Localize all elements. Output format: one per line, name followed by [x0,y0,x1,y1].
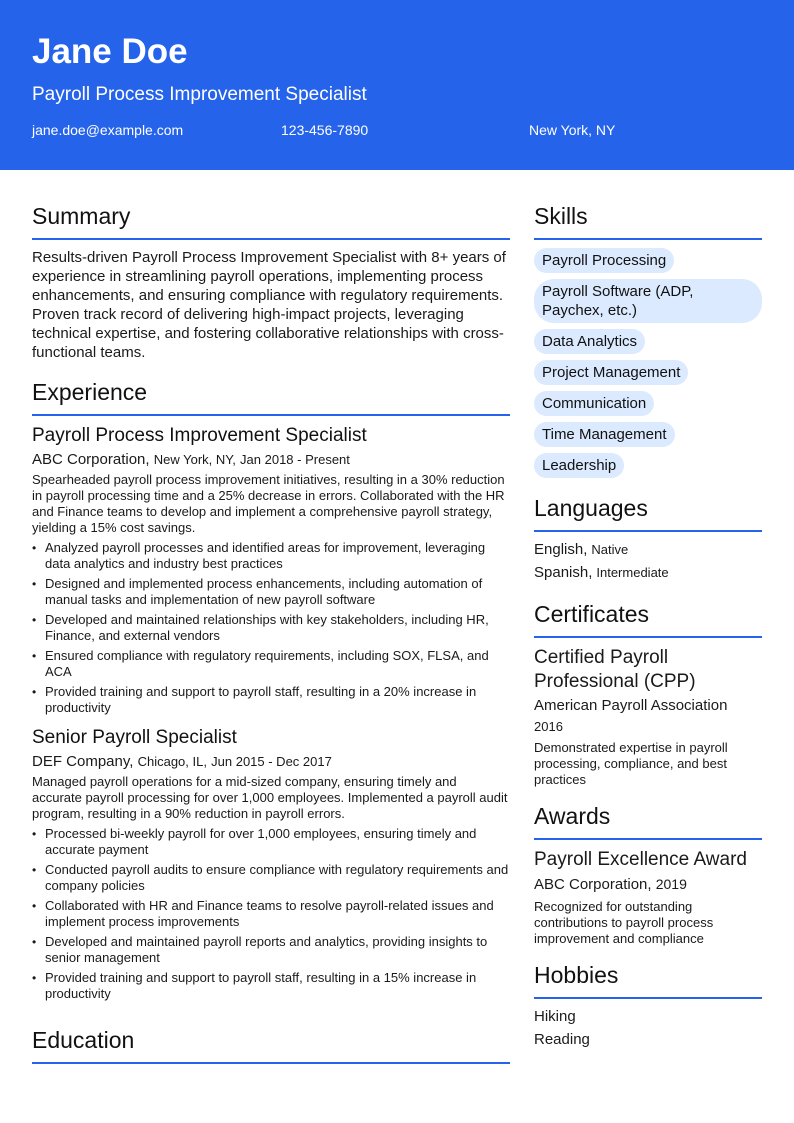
skill-chip: Payroll Software (ADP, Paychex, etc.) [534,279,762,323]
hobby-item: Hiking [534,1008,576,1025]
hobbies-heading: Hobbies [534,959,762,999]
job-bullet: • Processed bi-weekly payroll for over 1,000 employees, ensuring timely and accurate payment [32,826,510,858]
summary-heading: Summary [32,200,510,240]
resume-header [0,0,794,170]
job-description: Managed payroll operations for a mid-sized company, ensuring timely and accurate payroll processing for over 1,000 employees. Implemented a payroll audit program, resulting in a 90% reduction in payroll errors. [32,774,508,821]
main-column [32,200,510,1072]
certificates-heading: Certificates [534,598,762,638]
job-bullet: • Developed and maintained payroll reports and analytics, providing insights to senior management [32,934,510,966]
job-bullet: • Analyzed payroll processes and identified areas for improvement, leveraging data analytics and industry best practices [32,540,510,572]
job-company: DEF Company, [32,753,134,770]
job-meta [32,450,510,470]
skills-list [534,248,762,478]
certificate-name: Certified Payroll Professional (CPP) [534,647,696,692]
job-title: Payroll Process Improvement Specialist [32,425,367,446]
skill-chip: Payroll Processing [534,248,674,273]
skill-chip: Communication [534,391,654,416]
candidate-name: Jane Doe [32,32,188,71]
contact-phone[interactable]: 123-456-7890 [281,122,369,138]
job-location: Chicago, IL, [137,754,207,769]
job-location: New York, NY, [153,452,236,467]
job-dates: Jun 2015 - Dec 2017 [211,754,332,769]
job-bullet: • Ensured compliance with regulatory requirements, including SOX, FLSA, and ACA [32,648,510,680]
job-bullet: • Designed and implemented process enhancements, including automation of manual tasks and implementation of new payroll software [32,576,510,608]
job-title: Senior Payroll Specialist [32,727,237,748]
job-entry [32,424,510,716]
job-description: Spearheaded payroll process improvement initiatives, resulting in a 30% reduction in payroll processing time and a 25% decrease in errors. Collaborated with the HR and Finance teams to develop and implement a comprehensive payroll strategy, yielding a 15% cost savings. [32,472,505,535]
languages-heading: Languages [534,492,762,532]
job-bullets [32,540,510,716]
award-org: ABC Corporation, [534,876,652,893]
certificate-year: 2016 [534,719,563,734]
language-name: English, [534,541,588,558]
language-item [534,563,762,582]
contact-location: New York, NY [529,122,616,138]
job-bullet: • Collaborated with HR and Finance teams to resolve payroll-related issues and implement process improvements [32,898,510,930]
award-description: Recognized for outstanding contributions to payroll process improvement and compliance [534,899,714,946]
hobby-item: Reading [534,1031,590,1048]
award-name: Payroll Excellence Award [534,849,747,870]
language-level: Intermediate [596,565,669,580]
skill-chip: Data Analytics [534,329,645,354]
awards-heading: Awards [534,800,762,840]
summary-text: Results-driven Payroll Process Improvement Specialist with 8+ years of experience in streamlining payroll operations, implementing process enhancements, and ensuring compliance with regulatory requirements. Proven track record of delivering high-impact projects, leveraging technical expertise, and fostering collaborative relationships with cross-functional teams. [32,249,506,361]
skill-chip: Time Management [534,422,675,447]
education-heading: Education [32,1024,510,1064]
award-year: 2019 [655,876,687,892]
skill-chip: Leadership [534,453,624,478]
job-entry [32,726,510,1002]
language-level: Native [591,542,629,557]
experience-heading: Experience [32,376,510,416]
language-name: Spanish, [534,564,593,581]
certificate-description: Demonstrated expertise in payroll processing, compliance, and best practices [534,740,728,787]
job-bullets [32,826,510,1002]
award-meta [534,874,762,895]
side-column [534,200,762,1053]
job-meta [32,752,510,772]
job-bullet: • Conducted payroll audits to ensure compliance with regulatory requirements and company policies [32,862,510,894]
skills-heading: Skills [534,200,762,240]
contact-email[interactable]: jane.doe@example.com [32,122,184,138]
job-bullet: • Provided training and support to payroll staff, resulting in a 20% increase in productivity [32,684,510,716]
skill-chip: Project Management [534,360,688,385]
job-company: ABC Corporation, [32,451,150,468]
job-bullet: • Developed and maintained relationships with key stakeholders, including HR, Finance, and external vendors [32,612,510,644]
job-bullet: • Provided training and support to payroll staff, resulting in a 15% increase in productivity [32,970,510,1002]
language-item [534,540,762,559]
job-dates: Jan 2018 - Present [240,452,350,467]
certificate-org: American Payroll Association [534,697,728,714]
candidate-title: Payroll Process Improvement Specialist [32,84,367,105]
